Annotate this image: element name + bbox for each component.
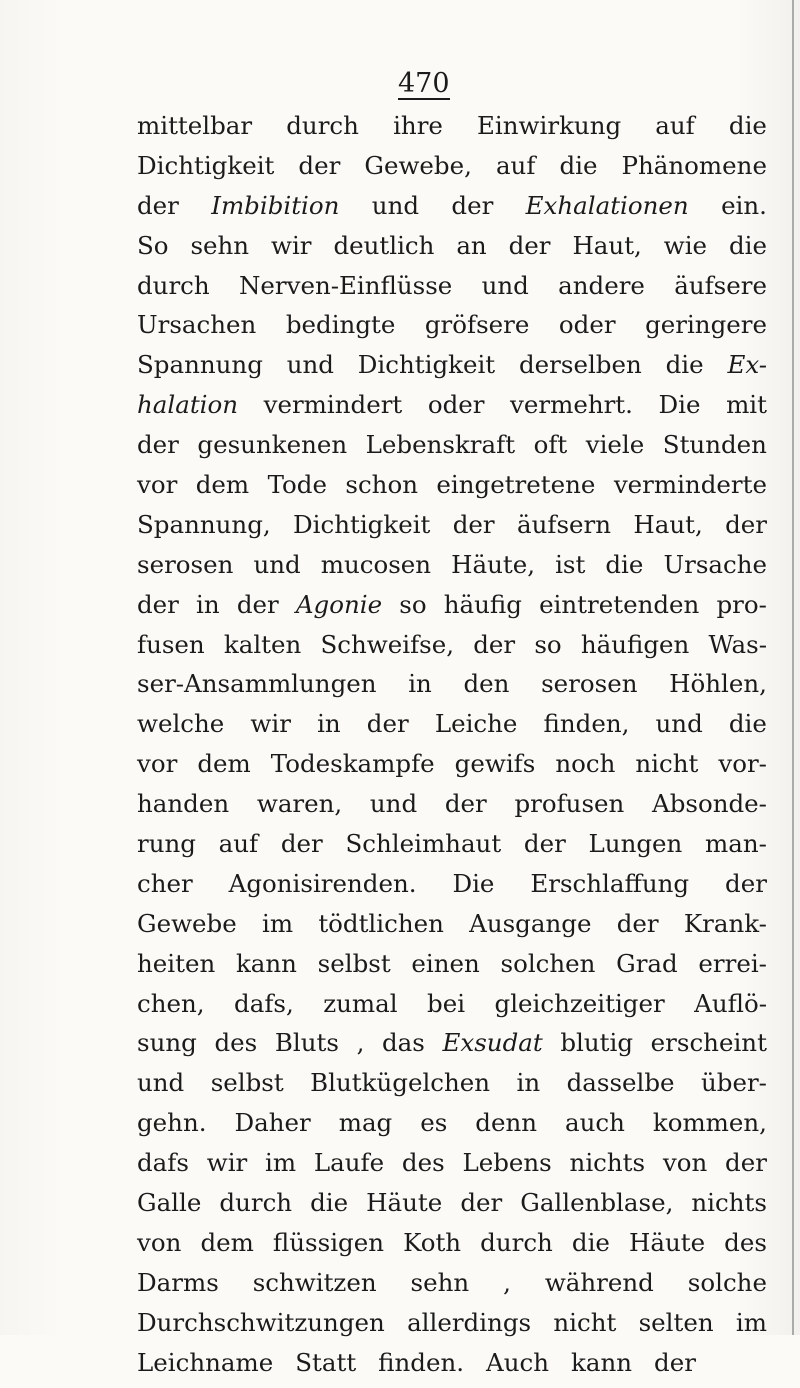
word: nicht [553, 1307, 617, 1337]
word: dafs [137, 1148, 189, 1178]
word: die [728, 230, 767, 260]
word: in [317, 709, 341, 739]
word: Schweifse, [320, 629, 455, 659]
page-number: 470 [398, 68, 450, 99]
word: die [728, 709, 767, 739]
word: noch [555, 749, 616, 779]
text-line [137, 310, 767, 350]
word: Ausgange [469, 908, 592, 938]
word: mag [338, 1108, 393, 1138]
word: Leichname [137, 1347, 274, 1377]
word: und [655, 709, 703, 739]
word: profusen [514, 789, 625, 819]
word: nicht [635, 749, 699, 779]
text-line [137, 989, 767, 1029]
word: Höhlen, [669, 669, 767, 699]
word: schon [345, 470, 418, 500]
word: Blutkügelchen [310, 1068, 491, 1098]
word: Gewebe, [364, 150, 472, 180]
word: Daher [234, 1108, 311, 1138]
text-line [137, 390, 767, 430]
word: erscheint [650, 1028, 767, 1058]
word: zumal [323, 988, 398, 1018]
word: der [366, 709, 409, 739]
word: gesunkenen [197, 430, 348, 460]
word: von [137, 1227, 182, 1257]
word: schwitzen [252, 1267, 377, 1297]
text-line [137, 789, 767, 829]
word: mittelbar [137, 111, 253, 140]
word: durch [219, 1188, 293, 1218]
text-line [137, 111, 767, 151]
italic-word: Agonie [295, 589, 383, 619]
word: Schleimhaut [345, 829, 502, 859]
text-line [137, 669, 767, 709]
word: der [236, 589, 279, 619]
word: während [544, 1267, 654, 1297]
word: oft [533, 430, 568, 460]
word: auf [655, 111, 695, 140]
word: ihre [393, 111, 443, 140]
text-line [137, 630, 767, 670]
word: der [137, 190, 179, 220]
text-line [137, 829, 767, 869]
word: Erschlaffung [530, 868, 690, 898]
word: serosen [137, 549, 234, 579]
word: wir [271, 230, 312, 260]
word: sehn [410, 1267, 470, 1297]
word: im [261, 908, 294, 938]
word: ein. [721, 190, 767, 220]
word: finden, [543, 709, 630, 739]
word: nichts [569, 1148, 646, 1178]
word: durch [137, 270, 210, 300]
word: durch [480, 1227, 553, 1257]
word: der [298, 150, 341, 180]
word: von [662, 1148, 708, 1178]
word: Spannung [137, 350, 263, 380]
word: der [444, 789, 487, 819]
word: fusen [137, 629, 205, 659]
word: gewifs [454, 749, 536, 779]
word: geringere [645, 310, 767, 340]
word: so [534, 629, 562, 659]
word: im [265, 1148, 297, 1178]
text-line [137, 1108, 767, 1148]
word: dasselbe [566, 1068, 675, 1098]
word: der [725, 1148, 767, 1178]
word: der [280, 829, 323, 859]
word: Lebenskraft [365, 430, 516, 460]
word: Darms [137, 1267, 219, 1297]
word: kann [235, 948, 297, 978]
word: der [473, 629, 516, 659]
word: das [382, 1028, 425, 1058]
text-line [137, 191, 767, 231]
word: sung [137, 1028, 197, 1058]
word: häufigen [580, 629, 690, 659]
text-line [137, 1308, 767, 1348]
word: Lebens [462, 1148, 552, 1178]
word: ist [555, 549, 586, 579]
word: Todeskampfe [270, 749, 435, 779]
word: der [654, 1347, 696, 1377]
word: Spannung, [137, 509, 271, 539]
word: Einwirkung [477, 111, 622, 140]
word: viele [585, 430, 645, 460]
word: die [559, 150, 598, 180]
word: in [516, 1068, 541, 1098]
word: auf [495, 150, 536, 180]
word: des [401, 1148, 445, 1178]
word: vor [137, 470, 178, 500]
word: oder [558, 310, 616, 340]
word: Absonde- [652, 789, 767, 819]
word: der [725, 509, 767, 539]
italic-word: halation [137, 390, 239, 420]
word: handen [137, 789, 230, 819]
word: äufsern [516, 509, 612, 539]
word: des [724, 1227, 767, 1257]
word: in [408, 669, 432, 699]
word: an [456, 230, 487, 260]
word: es [420, 1108, 448, 1138]
word: einen [411, 948, 480, 978]
word: häufig [443, 589, 522, 619]
text-line [137, 1068, 767, 1108]
text-line [137, 1028, 767, 1068]
word: deutlich [333, 230, 435, 260]
text-line [137, 470, 767, 510]
word: cher [137, 868, 193, 898]
word: in [196, 589, 220, 619]
word: Lungen [588, 829, 683, 859]
word: Laufe [313, 1148, 385, 1178]
word: gehn. [137, 1108, 207, 1138]
word: Häute, [451, 549, 536, 579]
text-line [137, 1188, 767, 1228]
word: mucosen [320, 549, 432, 579]
italic-word: Exsudat [442, 1028, 543, 1058]
word: der [452, 509, 495, 539]
word: der [137, 589, 179, 619]
word: , [356, 1028, 365, 1058]
text-line [137, 909, 767, 949]
word: solche [687, 1267, 767, 1297]
word: kalten [223, 629, 302, 659]
text-line [137, 430, 767, 470]
word: im [735, 1307, 767, 1337]
word: auch [564, 1108, 625, 1138]
word: Häute [629, 1227, 706, 1257]
word: äufsere [674, 270, 767, 300]
word: derselben [518, 350, 642, 380]
page-edge-shadow [792, 0, 794, 1335]
word: andere [558, 270, 645, 300]
text-line [137, 550, 767, 590]
word: vermindert [263, 390, 403, 420]
word: blutig [560, 1028, 634, 1058]
word: verminderte [613, 470, 767, 500]
word: der [137, 430, 179, 460]
word: so [399, 589, 427, 619]
word: eintretenden [539, 589, 700, 619]
word: gleichzeitiger [494, 988, 665, 1018]
word: serosen [541, 669, 638, 699]
word: heiten [137, 948, 216, 978]
word: wie [663, 230, 708, 260]
word: selten [638, 1307, 714, 1337]
word: allerdings [407, 1307, 532, 1337]
word: Haut, [572, 230, 642, 260]
word: Die [658, 390, 701, 420]
word: gröfsere [424, 310, 530, 340]
word: Durchschwitzungen [137, 1307, 385, 1337]
word: vermehrt. [510, 390, 633, 420]
word: und [253, 549, 301, 579]
word: nichts [691, 1188, 767, 1218]
word: und [369, 789, 418, 819]
word: über- [701, 1068, 767, 1098]
word: dafs, [234, 988, 294, 1018]
word: vor [137, 749, 178, 779]
word: errei- [698, 948, 767, 978]
word: Nerven-Einflüsse [238, 270, 453, 300]
word: Bluts [274, 1028, 339, 1058]
word: der [460, 1188, 503, 1218]
word: bedingte [285, 310, 396, 340]
word: Grad [616, 948, 678, 978]
text-line [137, 590, 767, 630]
word: und [286, 350, 334, 380]
word: die [665, 350, 704, 380]
word: mit [726, 390, 767, 420]
text-line [137, 709, 767, 749]
word: Stunden [662, 430, 767, 460]
word: des [214, 1028, 258, 1058]
word: welche [137, 709, 225, 739]
italic-word: Ex- [727, 350, 767, 380]
word: waren, [256, 789, 343, 819]
word: flüssigen [272, 1227, 384, 1257]
word: der [523, 829, 566, 859]
word: Agonisirenden. [228, 868, 417, 898]
word: die [571, 1227, 610, 1257]
text-line [137, 510, 767, 550]
word: sehn [190, 230, 250, 260]
word: denn [475, 1108, 538, 1138]
word: Ursachen [137, 310, 257, 340]
word: und [481, 270, 529, 300]
word: man- [705, 829, 767, 859]
word: Tode [267, 470, 327, 500]
word: Krank- [683, 908, 767, 938]
word: Gewebe [137, 908, 237, 938]
word: oder [427, 390, 485, 420]
italic-word: Exhalationen [525, 190, 689, 220]
word: kommen, [652, 1108, 767, 1138]
word: Dichtigkeit [293, 509, 431, 539]
word: Leiche [434, 709, 518, 739]
word: auf [218, 829, 259, 859]
word: den [463, 669, 510, 699]
text-line [137, 749, 767, 789]
word: vor- [718, 749, 767, 779]
word: Gallenblase, [520, 1188, 674, 1218]
word: wir [250, 709, 291, 739]
text-line [137, 350, 767, 390]
text-line [137, 1268, 767, 1308]
word: Ursache [663, 549, 767, 579]
word: durch [286, 111, 359, 140]
word: ser-Ansammlungen [137, 669, 377, 699]
word: Was- [708, 629, 767, 659]
word: der [616, 908, 659, 938]
word: , [503, 1267, 511, 1297]
word: Dichtigkeit [137, 150, 275, 180]
word: Häute [366, 1188, 443, 1218]
word: der [725, 868, 767, 898]
word: selbst [317, 948, 391, 978]
word: Galle [137, 1188, 202, 1218]
text-line [137, 231, 767, 271]
word: wir [206, 1148, 248, 1178]
word: die [605, 549, 644, 579]
word: und [137, 1068, 185, 1098]
word: chen, [137, 988, 205, 1018]
text-line [137, 949, 767, 989]
word: Statt [295, 1347, 357, 1377]
word: die [310, 1188, 349, 1218]
word: Dichtigkeit [357, 350, 496, 380]
word: Auflö- [694, 988, 767, 1018]
word: bei [427, 988, 466, 1018]
word: tödtlichen [318, 908, 444, 938]
word: selbst [210, 1068, 284, 1098]
word: So [137, 230, 169, 260]
word: die [728, 111, 767, 140]
word: Auch [486, 1347, 550, 1377]
word: dem [200, 1227, 254, 1257]
word: Haut, [633, 509, 703, 539]
word: dem [197, 749, 251, 779]
word: pro- [716, 589, 767, 619]
italic-word: Imbibition [211, 190, 340, 220]
word: der [508, 230, 551, 260]
text-line [137, 869, 767, 909]
text-line [137, 151, 767, 191]
word: dem [195, 470, 250, 500]
word: Phänomene [621, 150, 767, 180]
body-text [137, 111, 767, 1388]
word: der [451, 190, 494, 220]
word: rung [137, 829, 196, 859]
word: Die [452, 868, 495, 898]
word: solchen [500, 948, 596, 978]
text-line [137, 1148, 767, 1188]
word: kann [571, 1347, 633, 1377]
word: und [371, 190, 420, 220]
word: eingetretene [436, 470, 596, 500]
text-line [137, 1348, 767, 1388]
text-line [137, 1228, 767, 1268]
text-line [137, 271, 767, 311]
word: finden. [378, 1347, 465, 1377]
word: Koth [403, 1227, 462, 1257]
